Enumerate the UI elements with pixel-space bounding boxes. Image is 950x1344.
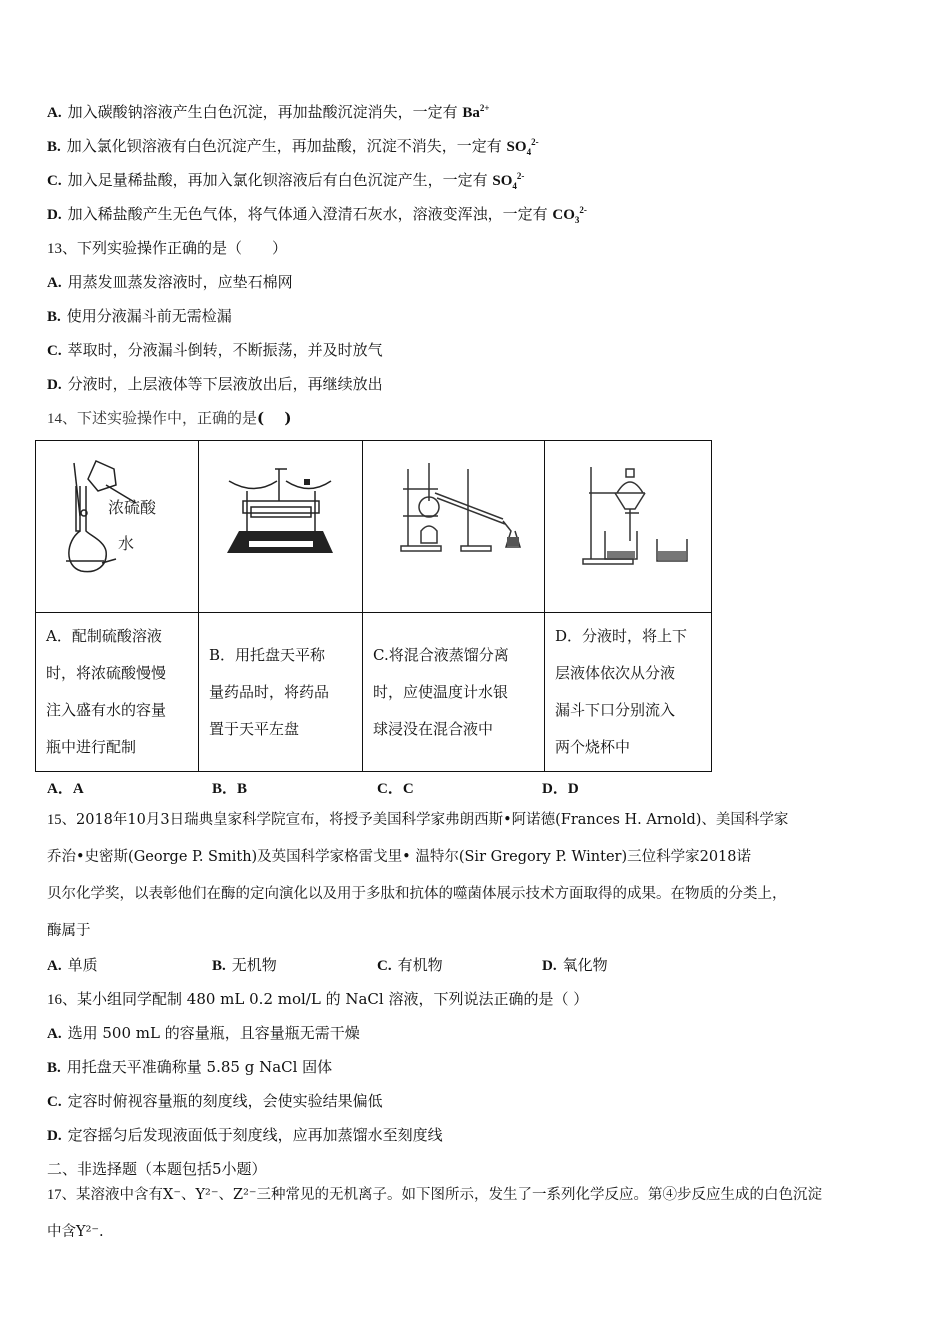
q14-stem: 14、下述实验操作中，正确的是( ) — [47, 409, 292, 427]
q13-stem: 13、下列实验操作正确的是（ ） — [47, 239, 288, 257]
q13-option-d: D. 分液时，上层液体等下层液放出后，再继续放出 — [47, 375, 383, 393]
q16-option-b: B. 用托盘天平准确称量 5.85 g NaCl 固体 — [47, 1058, 333, 1076]
q15-stem-line-1: 15、2018年10月3日瑞典皇家科学院宣布，将授予美国科学家弗朗西斯•阿诺德(Frances H. Arnold)、美国科学家 — [47, 812, 789, 828]
q12-option-c: C. 加入足量稀盐酸，再加入氯化钡溶液后有白色沉淀产生，一定有 $SO_4^{2-}$ — [47, 171, 525, 191]
volumetric-flask-icon — [36, 441, 198, 612]
q15-stem-line-4: 酶属于 — [47, 923, 91, 939]
tray-balance-icon — [199, 441, 362, 612]
q13-option-a: A. 用蒸发皿蒸发溶液时，应垫石棉网 — [47, 273, 293, 291]
q15-stem-line-3: 贝尔化学奖，以表彰他们在酶的定向演化以及用于多肽和抗体的噬菌体展示技术方面取得的成果。在物质的分类上， — [47, 886, 787, 902]
svg-text:水: 水 — [118, 534, 135, 553]
figure-separatory-funnel — [545, 441, 711, 612]
q17-stem-line-1: 17、某溶液中含有X⁻、Y²⁻、Z²⁻三种常见的无机离子。如下图所示，发生了一系列化学反应。第④步反应生成的白色沉淀 — [47, 1187, 823, 1203]
q14-cell-a: A．配制硫酸溶液 时，将浓硫酸慢慢 注入盛有水的容量 瓶中进行配制 — [46, 627, 167, 756]
q12-option-b: B. 加入氯化钡溶液有白色沉淀产生，再加盐酸，沉淀不消失，一定有 $SO_4^{2-}$ — [47, 137, 539, 157]
q16-option-a: A. 选用 500 mL 的容量瓶，且容量瓶无需干燥 — [47, 1024, 360, 1042]
q13-option-c: C. 萃取时，分液漏斗倒转，不断振荡，并及时放气 — [47, 341, 383, 359]
q15-option-d: D. 氧化物 — [542, 956, 608, 974]
q16-stem: 16、某小组同学配制 480 mL 0.2 mol/L 的 NaCl 溶液，下列说法正确的是（ ） — [47, 990, 589, 1008]
separatory-funnel-icon — [545, 441, 711, 612]
figure-distillation — [363, 441, 544, 612]
figure-volumetric-flask — [36, 441, 198, 612]
q15-option-c: C. 有机物 — [377, 956, 443, 974]
q14-answer-d: D．D — [542, 781, 579, 797]
q16-option-c: C. 定容时俯视容量瓶的刻度线，会使实验结果偏低 — [47, 1092, 383, 1110]
q14-cell-d: D．分液时，将上下 层液体依次从分液 漏斗下口分别流入 两个烧杯中 — [555, 627, 688, 756]
q16-option-d: D. 定容摇匀后发现液面低于刻度线，应再加蒸馏水至刻度线 — [47, 1126, 443, 1144]
svg-text:浓硫酸: 浓硫酸 — [108, 498, 157, 517]
q13-option-b: B. 使用分液漏斗前无需检漏 — [47, 307, 232, 325]
q15-option-a: A. 单质 — [47, 956, 98, 974]
q14-cell-b: B．用托盘天平称 量药品时，将药品 置于天平左盘 — [209, 645, 330, 738]
q12-option-a: A. 加入碳酸钠溶液产生白色沉淀，再加盐酸沉淀消失，一定有 $Ba^{2+}$ — [47, 103, 490, 121]
q17-stem-line-2: 中含Y²⁻. — [47, 1224, 104, 1240]
q14-answer-b: B．B — [212, 781, 248, 797]
section-2-title: 二、非选择题（本题包括5小题） — [47, 1160, 267, 1178]
q15-stem-line-2: 乔治•史密斯(George P. Smith)及英国科学家格雷戈里• 温特尔(Sir Gregory P. Winter)三位科学家2018诺 — [47, 849, 752, 865]
q12-option-d: D. 加入稀盐酸产生无色气体，将气体通入澄清石灰水，溶液变浑浊，一定有 $CO_3^{2-}$ — [47, 205, 587, 225]
q14-answer-a: A．A — [47, 781, 84, 797]
q14-answer-c: C．C — [377, 781, 414, 797]
distillation-icon — [363, 441, 544, 612]
q15-option-b: B. 无机物 — [212, 956, 277, 974]
figure-tray-balance — [199, 441, 362, 612]
q14-options-table — [35, 440, 712, 772]
q14-cell-c: C.将混合液蒸馏分离 时，应使温度计水银 球浸没在混合液中 — [373, 645, 509, 738]
